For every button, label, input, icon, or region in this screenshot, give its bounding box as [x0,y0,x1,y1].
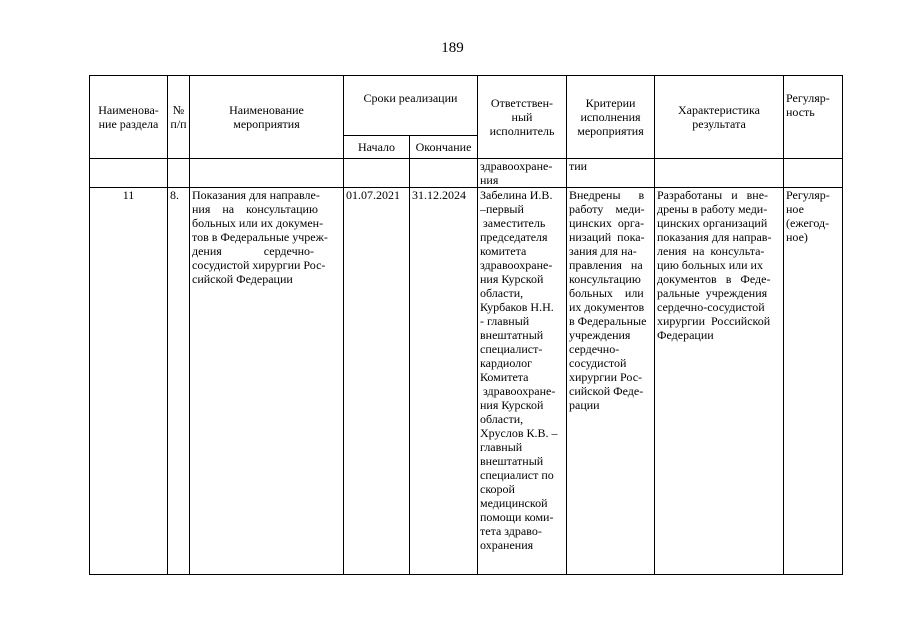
header-start: Начало [344,136,410,159]
header-number: № п/п [168,76,190,159]
responsible-cell: Забелина И.В. –первый заместитель председателя комитета здравоохране- ния Курской области, Курбаков Н.Н. - главный внештатный специалист- кардиолог Комитета здравоохране- ния Курской области, Хруслов К.В. – главный внештатный специалист по скорой медицинской помощи коми- тета здраво- охранения [478,188,567,575]
cont-responsible-cell: здравоохране- ния [478,159,567,188]
number-cell: 8. [168,188,190,575]
regularity-cell: Регуляр- ное (ежегод- ное) [784,188,843,575]
table-row [90,188,843,575]
cont-end-cell [410,159,478,188]
header-deadlines: Сроки реализации [344,76,478,136]
header-result: Характеристика результата [655,76,784,159]
cont-section-cell [90,159,168,188]
continuation-row [90,159,843,188]
section-cell: 11 [90,188,168,575]
cont-number-cell [168,159,190,188]
result-cell: Разработаны и вне- дрены в работу меди- цинских организаций показания для направ- ления на консульта- цию больных или их документов в Феде- ральные учреждения сердечно-сосудистой хирургии Российской Федерации [655,188,784,575]
cont-result-cell [655,159,784,188]
cont-start-cell [344,159,410,188]
cont-criteria-cell: тии [567,159,655,188]
start-date-cell: 01.07.2021 [344,188,410,575]
header-criteria: Критерии исполнения мероприятия [567,76,655,159]
criteria-cell: Внедрены в работу меди- цинских орга- низаций пока- зания для на- правления на консультацию больных или их документов в Федеральные учреждения сердечно- сосудистой хирургии Рос- сийской Феде- рации [567,188,655,575]
cont-activity-cell [190,159,344,188]
activity-plan-table [89,75,843,575]
header-responsible: Ответствен- ный исполнитель [478,76,567,159]
end-date-cell: 31.12.2024 [410,188,478,575]
header-regularity: Регуляр- ность [784,76,843,159]
header-activity-name: Наименование мероприятия [190,76,344,159]
header-end: Окончание [410,136,478,159]
activity-cell: Показания для направле- ния на консультацию больных или их докумен- тов в Федеральные учреж- дения сердечно- сосудистой хирургии Рос- сийской Федерации [190,188,344,575]
cont-regularity-cell [784,159,843,188]
header-row-1 [90,76,843,136]
header-section-name: Наименова- ние раздела [90,76,168,159]
page-number: 189 [441,40,464,56]
